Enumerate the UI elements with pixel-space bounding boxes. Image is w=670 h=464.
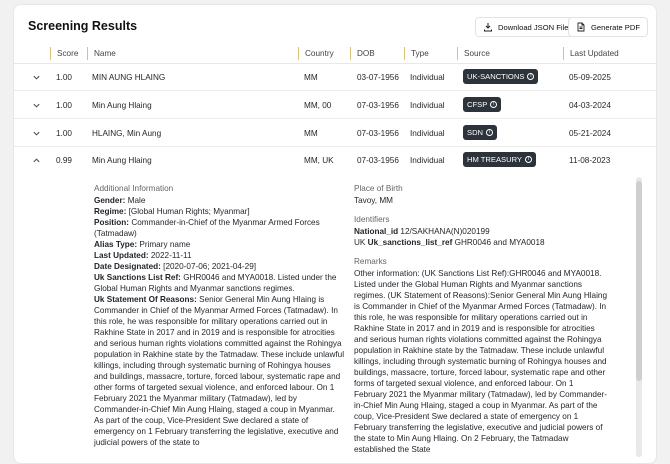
position-line [94, 217, 346, 239]
uk-label: UK [354, 238, 366, 247]
last-updated-line [94, 250, 346, 261]
last-updated-cell: 05-09-2025 [569, 73, 611, 82]
info-icon: i [527, 73, 534, 80]
download-json-button[interactable] [475, 17, 576, 37]
column-header-dob[interactable]: DOB [350, 47, 375, 60]
download-icon [483, 22, 493, 32]
name-cell: Min Aung Hlaing [92, 156, 152, 165]
type-cell: Individual [410, 129, 445, 138]
column-header-name[interactable]: Name [87, 47, 116, 60]
alias-line [94, 239, 346, 250]
column-header-last-updated[interactable]: Last Updated [563, 47, 619, 60]
alias-label: Alias Type: [94, 240, 138, 249]
generate-pdf-button[interactable] [568, 17, 648, 37]
sanctions-ref-label: Uk Sanctions List Ref: [94, 273, 181, 282]
source-badge-label: HM TREASURY [467, 155, 522, 164]
country-cell: MM [304, 73, 318, 82]
designated-line [94, 261, 346, 272]
score-cell: 1.00 [56, 73, 72, 82]
info-icon: i [525, 156, 532, 163]
remarks-title: Remarks [354, 257, 387, 266]
uk-ref-line [354, 237, 608, 248]
additional-info-title: Additional Information [94, 184, 174, 193]
info-icon: i [486, 129, 493, 136]
regime-line [94, 206, 346, 217]
detail-scrollbar[interactable] [636, 177, 642, 457]
name-cell: MIN AUNG HLAING [92, 73, 166, 82]
profile-details-section [354, 183, 608, 455]
source-badge-label: CFSP [467, 100, 488, 109]
table-row[interactable] [14, 92, 656, 119]
name-cell: HLAING, Min Aung [92, 129, 162, 138]
page-title: Screening Results [28, 19, 138, 33]
column-header-source[interactable]: Source [457, 47, 490, 60]
table-row[interactable] [14, 64, 656, 91]
table-row-expanded[interactable] [14, 147, 656, 174]
chevron-down-icon[interactable] [32, 129, 41, 138]
score-cell: 1.00 [56, 101, 72, 110]
regime-value: [Global Human Rights; Myanmar] [128, 207, 250, 216]
dob-cell: 07-03-1956 [357, 156, 399, 165]
sanctions-ref-line [94, 272, 346, 294]
column-header-type[interactable]: Type [404, 47, 429, 60]
dob-cell: 03-07-1956 [357, 73, 399, 82]
chevron-up-icon[interactable] [32, 156, 41, 165]
column-header-score[interactable]: Score [50, 47, 78, 60]
statement-of-reasons-label: Uk Statement Of Reasons: [94, 295, 197, 304]
national-id-value: 12/SAKHANA(N)020199 [400, 227, 490, 236]
type-cell: Individual [410, 73, 445, 82]
country-cell: MM [304, 129, 318, 138]
uk-ref-value: GHR0046 and MYA0018 [454, 238, 545, 247]
additional-info-section [94, 183, 346, 448]
table-header [14, 43, 656, 64]
screening-results-card [13, 4, 657, 464]
score-cell: 1.00 [56, 129, 72, 138]
identifiers-title: Identifiers [354, 215, 390, 224]
info-icon: i [490, 101, 497, 108]
position-label: Position: [94, 218, 130, 227]
alias-value: Primary name [139, 240, 191, 249]
source-badge[interactable] [463, 97, 501, 112]
source-badge[interactable] [463, 152, 536, 167]
document-icon [576, 22, 586, 32]
gender-label: Gender: [94, 196, 126, 205]
type-cell: Individual [410, 101, 445, 110]
uk-ref-label: Uk_sanctions_list_ref [367, 238, 453, 247]
last-updated-cell: 04-03-2024 [569, 101, 611, 110]
scrollbar-thumb[interactable] [636, 181, 642, 381]
results-header [14, 5, 656, 43]
table-row[interactable] [14, 120, 656, 147]
remarks-value: Other information: (UK Sanctions List Ref):GHR0046 and MYA0018. Listed under the Global Human Rights and Myanmar sanctions regimes. (UK Statement of Reasons):Senior General Min Aung Hlaing is Commander in Chief of the Myanmar Armed Forces (Tatmadaw). In this role, he was responsible for military operations carried out in Rakhine State in 2017 and in 2019 and is responsible for atrocities and serious human rights violations committed against the Rohingya population in Rakhine state by the Tatmadaw. These include unlawful killings, including through systematic burning of Rohingya houses and buildings, massacre, torture, forced labour, systematic rape and other forms of targeted sexual violence, and enforced labour. On 1 February 2021 the Myanmar military (Tatmadaw), led by Commander-in-Chief Min Aung Hlaing, staged a coup in Myanmar. As part of the coup, Vice-President Swe declared a state of emergency on 1 February transferring the legislative, executive and judicial powers of the state to Min Aung Hlaing. On 2 February, the Tatmadaw established the State [354, 269, 608, 454]
expanded-detail-panel [14, 175, 634, 464]
dob-cell: 07-03-1956 [357, 129, 399, 138]
generate-pdf-label: Generate PDF [591, 22, 640, 32]
source-badge-label: SDN [467, 128, 484, 137]
type-cell: Individual [410, 156, 445, 165]
country-cell: MM, 00 [304, 101, 332, 110]
national-id-line [354, 226, 608, 237]
chevron-down-icon[interactable] [32, 73, 41, 82]
chevron-down-icon[interactable] [32, 101, 41, 110]
place-of-birth-value: Tavoy, MM [354, 196, 393, 205]
gender-value: Male [127, 196, 146, 205]
designated-label: Date Designated: [94, 262, 161, 271]
source-badge-label: UK-SANCTIONS [467, 72, 525, 81]
place-of-birth-title: Place of Birth [354, 184, 403, 193]
statement-of-reasons-line [94, 294, 346, 448]
last-updated-label: Last Updated: [94, 251, 149, 260]
source-badge[interactable] [463, 69, 538, 84]
designated-value: [2020-07-06; 2021-04-29] [163, 262, 257, 271]
last-updated-value: 2022-11-11 [150, 251, 192, 260]
download-json-label: Download JSON File [498, 22, 569, 32]
last-updated-cell: 05-21-2024 [569, 129, 611, 138]
score-cell: 0.99 [56, 156, 72, 165]
statement-of-reasons-value: Senior General Min Aung Hlaing is Commander in Chief of the Myanmar Armed Forces (Tatmadaw). In this role, he was responsible for military operations carried out in Rakhine State in 2017 and in 2019 and is responsible for atrocities and serious human rights violations committed against the Rohingya population in Rakhine state by the Tatmadaw. These include unlawful killings, including through systematic burning of Rohingya houses and buildings, massacre, torture, forced labour, systematic rape and other forms of targeted sexual violence, and enforced labour. On 1 February 2021 the Myanmar military (Tatmadaw), led by Commander-in-Chief Min Aung Hlaing, staged a coup in Myanmar. As part of the coup, Vice-President Swe declared a state of emergency on 1 February transferring the legislative, executive and judicial powers of the state to [94, 295, 345, 447]
country-cell: MM, UK [304, 156, 334, 165]
dob-cell: 07-03-1956 [357, 101, 399, 110]
national-id-label: National_id [354, 227, 399, 236]
sanctions-ref-value: GHR0046 and MYA0018. Listed under the Global Human Rights and Myanmar sanctions regimes. [94, 273, 337, 293]
position-value: Commander-in-Chief of the Myanmar Armed Forces (Tatmadaw) [94, 218, 320, 238]
last-updated-cell: 11-08-2023 [569, 156, 611, 165]
regime-label: Regime: [94, 207, 127, 216]
source-badge[interactable] [463, 125, 497, 140]
gender-line [94, 195, 346, 206]
column-header-country[interactable]: Country [298, 47, 334, 60]
name-cell: Min Aung Hlaing [92, 101, 152, 110]
